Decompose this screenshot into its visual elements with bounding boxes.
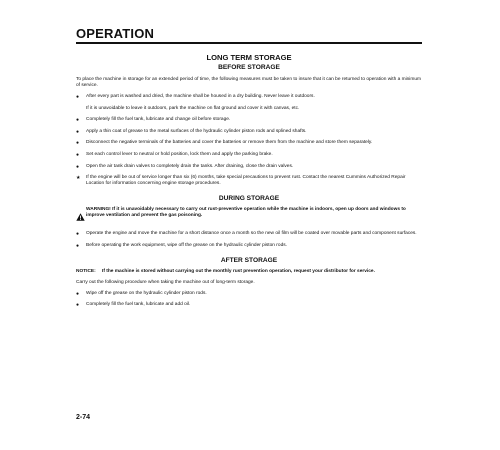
warning-text: WARNING! If it is unavoidably necessary to carry out rust-preventive operation while the machine is indoors, open up doors and windows to improve ventilation and prevent the gas poisoning.: [86, 207, 406, 219]
page-number: 2-74: [76, 414, 91, 421]
bullet-icon: ●: [76, 94, 80, 100]
before-storage-heading: BEFORE STORAGE: [218, 64, 280, 71]
before-storage-intro: To place the machine in storage for an extended period of time, the following measures must be taken to insure that it can be returned to operation with a minimum of service.: [76, 77, 422, 88]
before-storage-list: [76, 94, 422, 187]
list-item: [76, 129, 422, 135]
list-item-text: Disconnect the negative terminals of the batteries and cover the batteries or remove them from the machine and store them separately.: [86, 140, 373, 146]
bullet-icon: ●: [76, 163, 80, 170]
list-item: [76, 231, 422, 237]
during-storage-heading: DURING STORAGE: [218, 195, 280, 203]
list-item: [76, 140, 422, 146]
list-item-text: After every part is washed and dried, the machine shall be housed in a dry building. Never leave it outdoors.: [86, 94, 315, 99]
list-item-text: Operate the engine and move the machine for a short distance once a month so the new oil film will be coated over movable parts and component surfaces.: [86, 231, 417, 237]
after-storage-intro: Carry out the following procedure when taking the machine out of long-term storage.: [76, 279, 255, 285]
list-item-text: Apply a thin coat of grease to the metal surfaces of the hydraulic cylinder piston rods and splined shafts.: [86, 128, 307, 134]
page-title: LONG TERM STORAGE: [206, 53, 292, 62]
header-rule: [76, 42, 422, 44]
list-item-text: Completely fill the fuel tank, lubricate and add oil.: [86, 302, 191, 308]
bullet-icon: ●: [76, 290, 80, 297]
notice-block: [76, 269, 422, 275]
during-storage-list: [76, 231, 422, 249]
bullet-icon: ●: [76, 140, 80, 147]
outdoor-storage-note: If it is unavoidable to leave it outdoors, park the machine on flat ground and cover it with canvas, etc.: [86, 105, 300, 111]
bullet-icon: ●: [76, 242, 80, 249]
list-item-text: Open the air tank drain valves to completely drain the tanks. After draining, close the drain valves.: [86, 163, 294, 169]
notice-label: NOTICE:: [76, 268, 96, 274]
bullet-icon: ●: [76, 151, 80, 158]
list-item: [76, 152, 422, 158]
warning-triangle-icon: [76, 207, 86, 226]
after-storage-heading: AFTER STORAGE: [220, 256, 278, 264]
list-item-text: Set each control lever to neutral or hold position, lock them and apply the parking brake.: [86, 151, 273, 157]
bullet-icon: ●: [76, 302, 80, 309]
list-item-text: If the engine will be out of service longer than six (6) months, take special precautions to prevent rust. Contact the nearest Cummins Authorized Repair Location for information concerning engine storage procedures.: [86, 175, 406, 187]
list-item-text: Completely fill the fuel tank, lubricate and change oil before storage.: [86, 117, 231, 123]
page-content: [76, 53, 422, 314]
list-item: [76, 164, 422, 170]
list-item: [76, 291, 422, 297]
bullet-icon: ●: [76, 231, 80, 238]
list-item: [76, 302, 422, 308]
bullet-icon: ●: [76, 128, 80, 135]
list-item: [76, 94, 422, 100]
star-icon: ★: [76, 175, 81, 182]
bullet-icon: ●: [76, 117, 80, 124]
warning-block: [76, 207, 422, 226]
section-header: OPERATION: [76, 26, 155, 41]
list-item: [76, 243, 422, 249]
notice-text: If the machine is stored without carrying out the monthly rust prevention operation, request your distributor for service.: [102, 268, 375, 274]
after-storage-list: [76, 291, 422, 309]
list-item-text: Wipe off the grease on the hydraulic cylinder piston rods.: [86, 290, 207, 296]
list-item-text: Before operating the work equipment, wipe off the grease on the hydraulic cylinder piston rods.: [86, 242, 287, 248]
list-item: [76, 117, 422, 123]
list-item: [76, 175, 422, 187]
